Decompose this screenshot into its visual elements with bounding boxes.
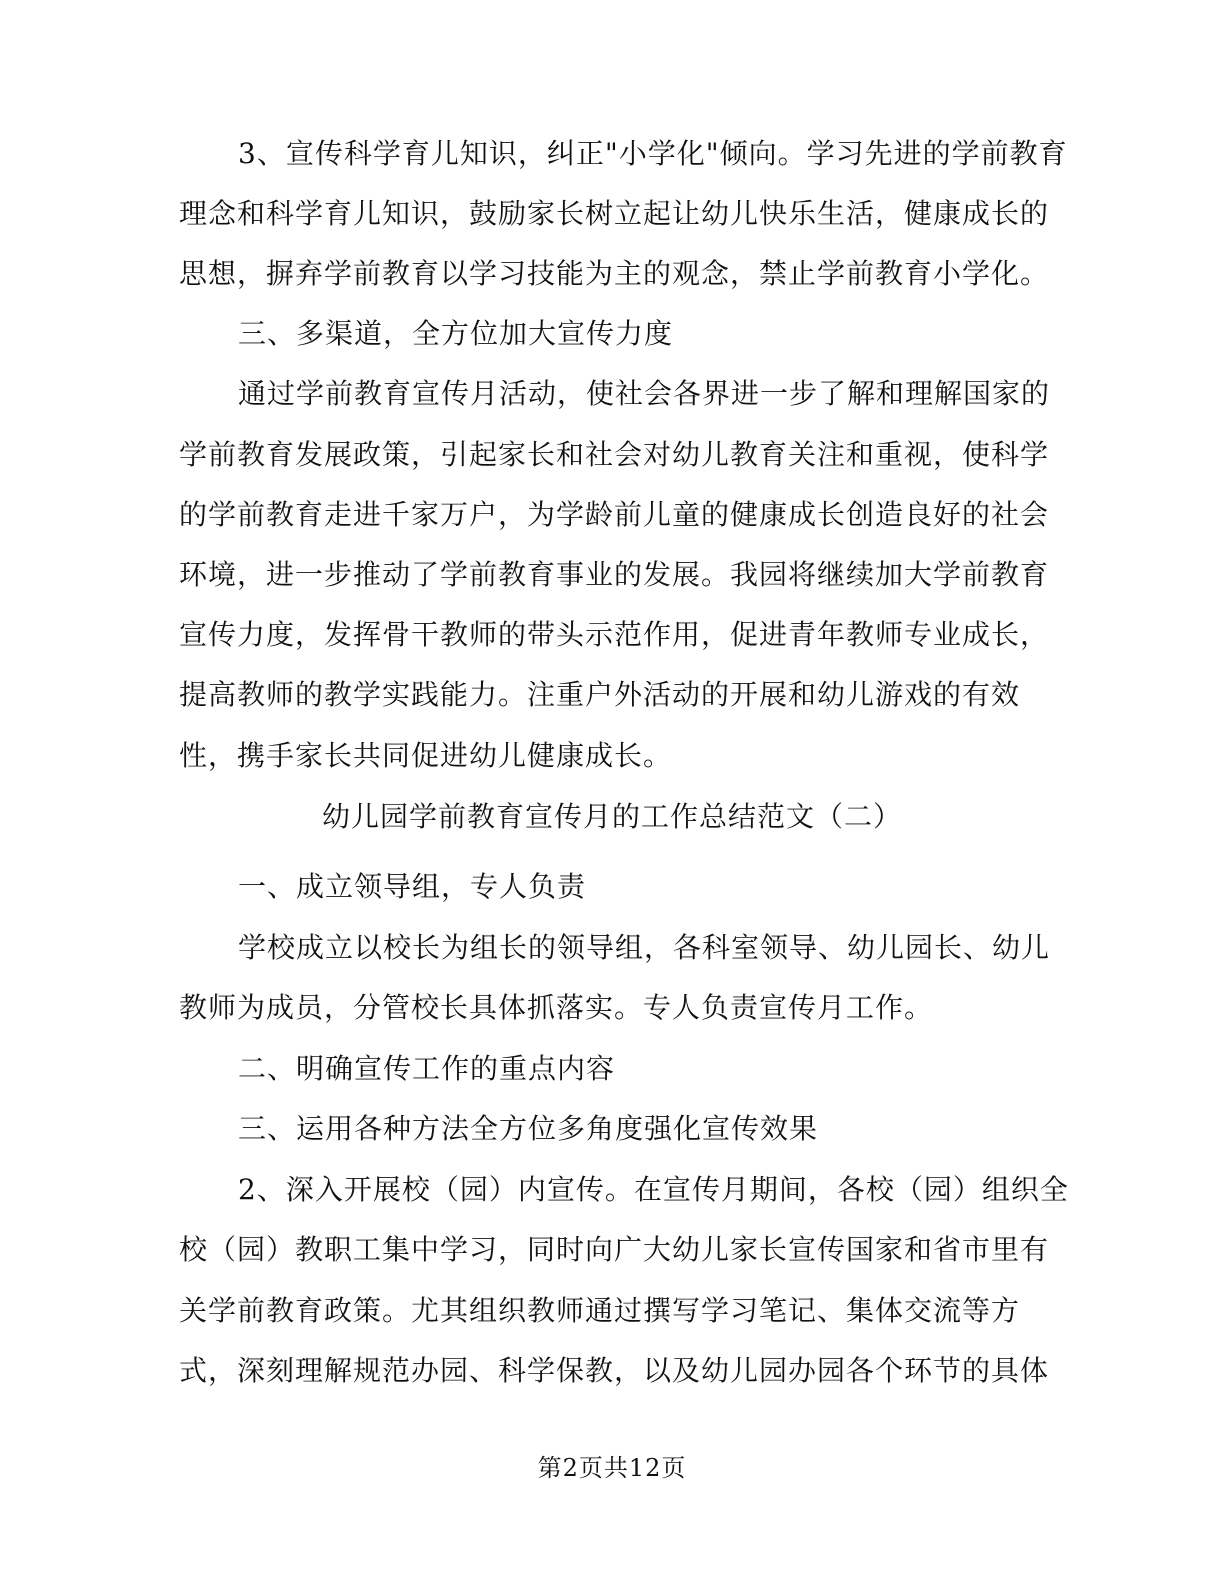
paragraph-line: 教师为成员，分管校长具体抓落实。专人负责宣传月工作。 (179, 991, 934, 1024)
paragraph-line: 提高教师的教学实践能力。注重户外活动的开展和幼儿游戏的有效 (179, 678, 1021, 711)
paragraph-line: 通过学前教育宣传月活动，使社会各界进一步了解和理解国家的 (238, 377, 1051, 410)
paragraph-line: 关学前教育政策。尤其组织教师通过撰写学习笔记、集体交流等方 (179, 1294, 1021, 1327)
paragraph-line: 思想，摒弃学前教育以学习技能为主的观念，禁止学前教育小学化。 (179, 257, 1050, 290)
paragraph-line: 的学前教育走进千家万户，为学龄前儿童的健康成长创造良好的社会 (179, 498, 1050, 531)
section-heading: 三、多渠道，全方位加大宣传力度 (238, 317, 674, 350)
paragraph-line: 学校成立以校长为组长的领导组，各科室领导、幼儿园长、幼儿 (238, 931, 1051, 964)
paragraph-line: 2、深入开展校（园）内宣传。在宣传月期间，各校（园）组织全 (238, 1173, 1069, 1206)
paragraph-line: 性，携手家长共同促进幼儿健康成长。 (179, 739, 673, 772)
paragraph-line: 理念和科学育儿知识，鼓励家长树立起让幼儿快乐生活，健康成长的 (179, 197, 1050, 230)
paragraph-line: 环境，进一步推动了学前教育事业的发展。我园将继续加大学前教育 (179, 558, 1050, 591)
paragraph-line: 宣传力度，发挥骨干教师的带头示范作用，促进青年教师专业成长， (179, 618, 1050, 651)
section-heading: 一、成立领导组，专人负责 (238, 870, 587, 903)
section-heading: 二、明确宣传工作的重点内容 (238, 1052, 616, 1085)
section-heading: 三、运用各种方法全方位多角度强化宣传效果 (238, 1112, 819, 1145)
paragraph-line: 式，深刻理解规范办园、科学保教，以及幼儿园办园各个环节的具体 (179, 1354, 1050, 1387)
document-title: 幼儿园学前教育宣传月的工作总结范文（二） (321, 800, 902, 833)
paragraph-line: 学前教育发展政策，引起家长和社会对幼儿教育关注和重视，使科学 (179, 438, 1050, 471)
page-footer: 第2页共12页 (537, 1454, 687, 1482)
paragraph-line: 校（园）教职工集中学习，同时向广大幼儿家长宣传国家和省市里有 (179, 1233, 1050, 1266)
paragraph-line: 3、宣传科学育儿知识，纠正"小学化"倾向。学习先进的学前教育 (238, 137, 1068, 170)
